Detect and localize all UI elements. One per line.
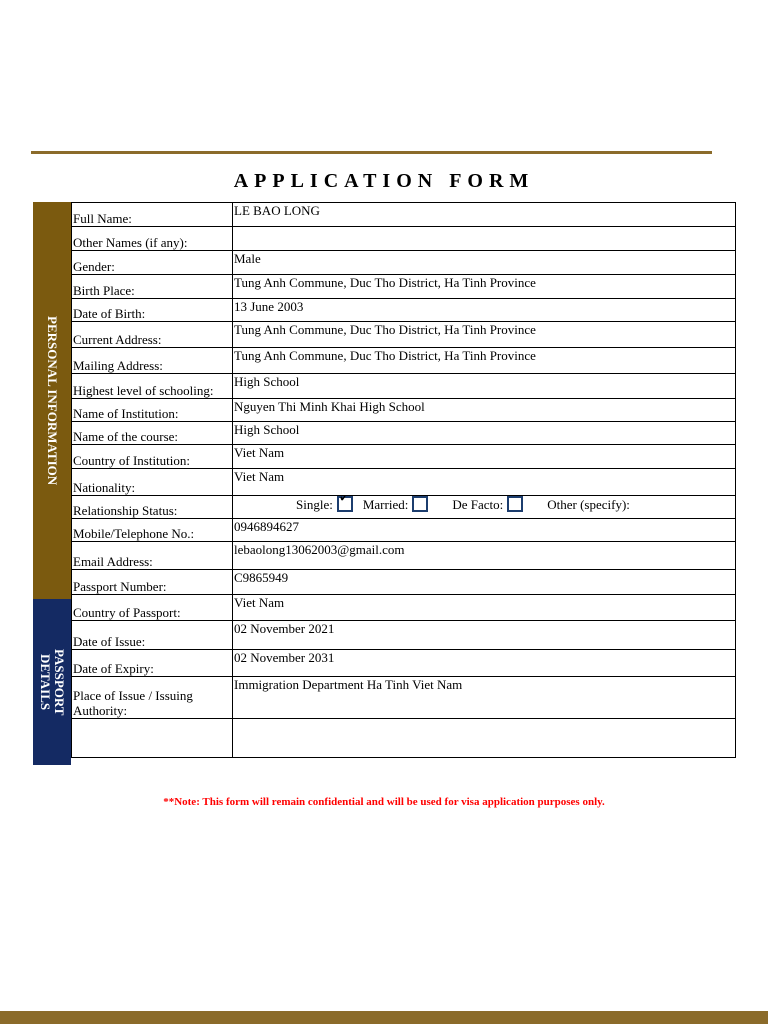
- row-gender: [72, 251, 736, 275]
- label-date-of-expiry: Date of Expiry:: [72, 650, 233, 677]
- label-mobile: Mobile/Telephone No.:: [72, 519, 233, 542]
- field-institution[interactable]: Nguyen Thi Minh Khai High School: [233, 399, 736, 422]
- label-course: Name of the course:: [72, 422, 233, 445]
- field-course[interactable]: High School: [233, 422, 736, 445]
- row-blank: [72, 719, 736, 758]
- row-relationship-status: [72, 496, 736, 519]
- label-current-address: Current Address:: [72, 322, 233, 348]
- row-birth-place: [72, 275, 736, 299]
- row-institution: [72, 399, 736, 422]
- field-birth-place[interactable]: Tung Anh Commune, Duc Tho District, Ha Tinh Province: [233, 275, 736, 299]
- label-gender: Gender:: [72, 251, 233, 275]
- label-email: Email Address:: [72, 542, 233, 570]
- label-place-of-issue: Place of Issue / Issuing Authority:: [72, 677, 233, 719]
- field-current-address[interactable]: Tung Anh Commune, Duc Tho District, Ha Tinh Province: [233, 322, 736, 348]
- field-email[interactable]: lebaolong13062003@gmail.com: [233, 542, 736, 570]
- field-other-names[interactable]: [233, 227, 736, 251]
- relationship-options: [234, 496, 734, 512]
- option-single-label: Single:: [296, 496, 333, 512]
- row-passport-number: [72, 570, 736, 595]
- form-title: APPLICATION FORM: [233, 170, 535, 192]
- field-country-of-passport[interactable]: Viet Nam: [233, 595, 736, 621]
- field-schooling[interactable]: High School: [233, 374, 736, 399]
- confidentiality-note: **Note: This form will remain confidential and will be used for visa application purposes only.: [163, 796, 605, 808]
- field-place-of-issue[interactable]: Immigration Department Ha Tinh Viet Nam: [233, 677, 736, 719]
- row-date-of-birth: [72, 299, 736, 322]
- row-other-names: [72, 227, 736, 251]
- option-other-label: Other (specify):: [547, 496, 630, 512]
- field-date-of-birth[interactable]: 13 June 2003: [233, 299, 736, 322]
- section-passport-details: [33, 599, 71, 765]
- section-passport-label: PASSPORT DETAILS: [38, 648, 67, 716]
- row-nationality: [72, 469, 736, 496]
- row-mailing-address: [72, 348, 736, 374]
- field-passport-number[interactable]: C9865949: [233, 570, 736, 595]
- label-relationship-status: Relationship Status:: [72, 496, 233, 519]
- row-current-address: [72, 322, 736, 348]
- row-place-of-issue: [72, 677, 736, 719]
- field-mobile[interactable]: 0946894627: [233, 519, 736, 542]
- label-passport-number: Passport Number:: [72, 570, 233, 595]
- section-personal-information: [33, 202, 71, 599]
- row-mobile: [72, 519, 736, 542]
- field-gender[interactable]: Male: [233, 251, 736, 275]
- row-course: [72, 422, 736, 445]
- form-table: [71, 202, 736, 758]
- field-blank[interactable]: [233, 719, 736, 758]
- label-country-of-institution: Country of Institution:: [72, 445, 233, 469]
- label-birth-place: Birth Place:: [72, 275, 233, 299]
- field-mailing-address[interactable]: Tung Anh Commune, Duc Tho District, Ha Tinh Province: [233, 348, 736, 374]
- option-married-label: Married:: [362, 496, 409, 512]
- de-facto-checkbox[interactable]: [507, 496, 523, 512]
- row-email: [72, 542, 736, 570]
- single-checkbox[interactable]: [337, 496, 353, 512]
- row-date-of-issue: [72, 621, 736, 650]
- married-checkbox[interactable]: [412, 496, 428, 512]
- field-nationality[interactable]: Viet Nam: [233, 469, 736, 496]
- row-date-of-expiry: [72, 650, 736, 677]
- field-date-of-issue[interactable]: 02 November 2021: [233, 621, 736, 650]
- field-date-of-expiry[interactable]: 02 November 2031: [233, 650, 736, 677]
- bottom-bar: [0, 1011, 768, 1024]
- row-country-of-institution: [72, 445, 736, 469]
- label-nationality: Nationality:: [72, 469, 233, 496]
- row-full-name: [72, 203, 736, 227]
- label-schooling: Highest level of schooling:: [72, 374, 233, 399]
- field-relationship-status: [233, 496, 736, 519]
- row-country-of-passport: [72, 595, 736, 621]
- row-schooling: [72, 374, 736, 399]
- label-date-of-birth: Date of Birth:: [72, 299, 233, 322]
- section-personal-label: PERSONAL INFORMATION: [45, 315, 60, 486]
- label-institution: Name of Institution:: [72, 399, 233, 422]
- label-country-of-passport: Country of Passport:: [72, 595, 233, 621]
- label-full-name: Full Name:: [72, 203, 233, 227]
- option-de-facto-label: De Facto:: [452, 496, 504, 512]
- top-divider: [31, 151, 712, 154]
- application-form: [33, 202, 736, 765]
- label-other-names: Other Names (if any):: [72, 227, 233, 251]
- field-full-name[interactable]: LE BAO LONG: [233, 203, 736, 227]
- label-date-of-issue: Date of Issue:: [72, 621, 233, 650]
- label-blank: [72, 719, 233, 758]
- field-country-of-institution[interactable]: Viet Nam: [233, 445, 736, 469]
- label-mailing-address: Mailing Address:: [72, 348, 233, 374]
